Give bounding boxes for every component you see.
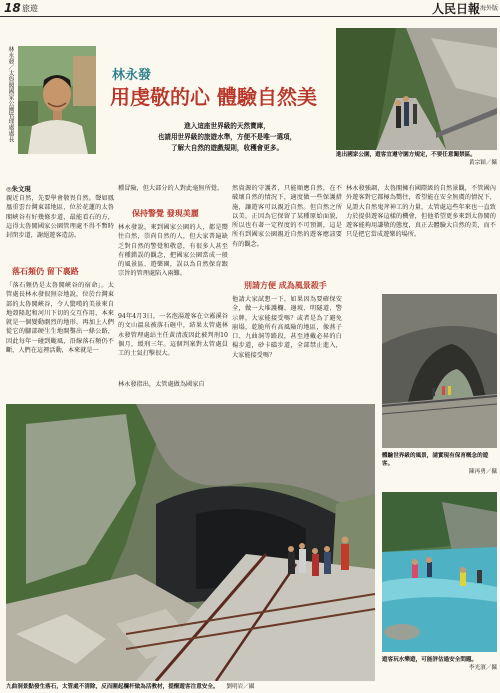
caption-text: 遊客玩水樂遊，可能評估過安全問題。 — [382, 657, 478, 663]
column-1-body: 「落石頻仍是太魯閣峽谷的宿命」。太管處長林永發很無奈地說，位於台灣東部的太魯閣峽谷，令人驚嘆的美景來自地殼隆起和河川下切的交互作用，本來就是一個變動劇烈的地形，再加上人們從它的腳部硬生生地開鑿出一條公路，因此每年一碰到颱風，沿線落石頻仍不斷，人們在這裡活動，本來就是一 — [6, 282, 114, 355]
caption-credit: 陳再勇／攝 — [469, 469, 497, 475]
page-header — [0, 0, 500, 17]
subhead-1: 落石頻仍 留下裏路 — [12, 266, 79, 276]
masthead-edition: 海外版 — [479, 5, 498, 12]
tunnel-photo — [382, 294, 497, 448]
trail-photo — [336, 28, 497, 150]
byline: ◎朱文現 — [6, 185, 31, 193]
deck-line: 也請用世界級的旅遊水準，方便不是唯一選項， — [157, 133, 297, 141]
main-gorge-photo — [6, 404, 375, 681]
caption-text: 進出國家公園，遊客宜遵守園方規定，不要任意闖禁區。 — [336, 152, 476, 158]
caption-text: 體驗世界級的風景，請實現有保育概念的遊客。 — [382, 453, 489, 467]
column-1-intro: 親近自然，先要學會敬畏自然。聲如鳳凰重雲台灣東部地區，位於花蓮的太魯閣峽谷有好幾條步道，最能看石的方，這得太魯閣國家公園管理處不得不暫時封閉步道，謝絕遊客造訪。 — [6, 195, 114, 240]
column-2-intro: 種冒險，但大部分的人對此毫無所覺。 — [118, 185, 224, 192]
headline: 用虔敬的心 體驗自然美 — [110, 85, 317, 109]
deck-line: 進入這座世界級的天然寶庫， — [184, 122, 270, 130]
column-2-tail: 林永發指出，太管處做為國家自 — [118, 381, 205, 388]
column-2-body-2: 94年4月3日，一名泡湯遊客在立霧溪谷的文山溫泉被落石砸中，結果太管處林永發管理處站主任黃清波因此被判刑10個月，緩刑三年。這個判案對太管處員工的士氣打擊很大。 — [118, 313, 228, 358]
right-bottom-caption — [382, 656, 497, 686]
deck-line: 了解大自然的遊戲規則，收穫會更多。 — [170, 144, 284, 152]
bottom-main-caption — [6, 683, 375, 692]
caption-credit: 黃宗穎／攝 — [469, 160, 497, 166]
page-number: 18 — [4, 1, 21, 15]
caption-text: 九曲洞景點發生落石，太管處不清除，反而圍起欄杆做為活教材，提醒遊客注意安全。 — [6, 684, 219, 690]
right-middle-caption — [382, 452, 497, 478]
subhead-2: 保持警覺 發現美麗 — [132, 208, 199, 218]
column-3-intro: 然資源的守護者，只能順應自然，在不破壞自然的情況下，適度做一些保護措施，讓遊客可以親近自然。但自然之所以美，正因為它保留了某種原始面貌，所以也有著一定程度的不可預測，這是所有到國家公園親近自然的遊客應該要有的觀念。 — [232, 185, 342, 248]
portrait-photo — [18, 46, 96, 154]
caption-credit: 劉明岩／攝 — [226, 684, 255, 690]
column-3-body: 他請大家試想一下，如果因為要確保安全，做一大堆護欄、邊坡、明隧道、警示牌，大家能接受嗎？或者是為了避免崩塌，乾脆所有高風險的地區，像燕子口、九曲洞等路段，甚至連戴必昇的白楊步道，砂卡礑步道，全部禁止進入，大家能接受嗎？ — [232, 296, 342, 359]
author-name: 林永發 — [112, 68, 152, 83]
portrait-caption: 林永發／太魯閣國家公園管理處處長 — [7, 46, 14, 142]
section-name: 旅遊 — [22, 4, 38, 13]
deck — [112, 121, 342, 154]
column-4-body: 林永發強調，太魯閣擁有國際級的自然景觀，不管國內外遊客對它都極為嚮往，希望能在安全無虞的情況下，見證大自然鬼斧神工的力量，太管處這些年來也一直致力於提供遊客這樣的機會，但他希望更多來到太魯閣的遊客能夠用謙敬的態度，真正去體驗大自然的美，而不只是把它當成遊樂的場所。 — [346, 185, 496, 239]
masthead-logo: 人民日報 — [431, 2, 480, 16]
river-photo — [382, 492, 497, 652]
column-2-body: 林永發說，來到國家公園的人，都是嚮往自然，崇尚自然的人，但大家普遍缺乏對自然的警覺和敬意，有很多人甚至有種錯誤的觀念，把國家公園當成一般的風景區、遊樂園，誤以為自然保育跟宗旨的管理處陷入兩難。 — [118, 224, 228, 278]
subhead-3: 別請方便 成為風景殺手 — [244, 280, 327, 290]
top-right-caption — [336, 151, 497, 169]
caption-credit: 李光濱／攝 — [469, 665, 497, 671]
